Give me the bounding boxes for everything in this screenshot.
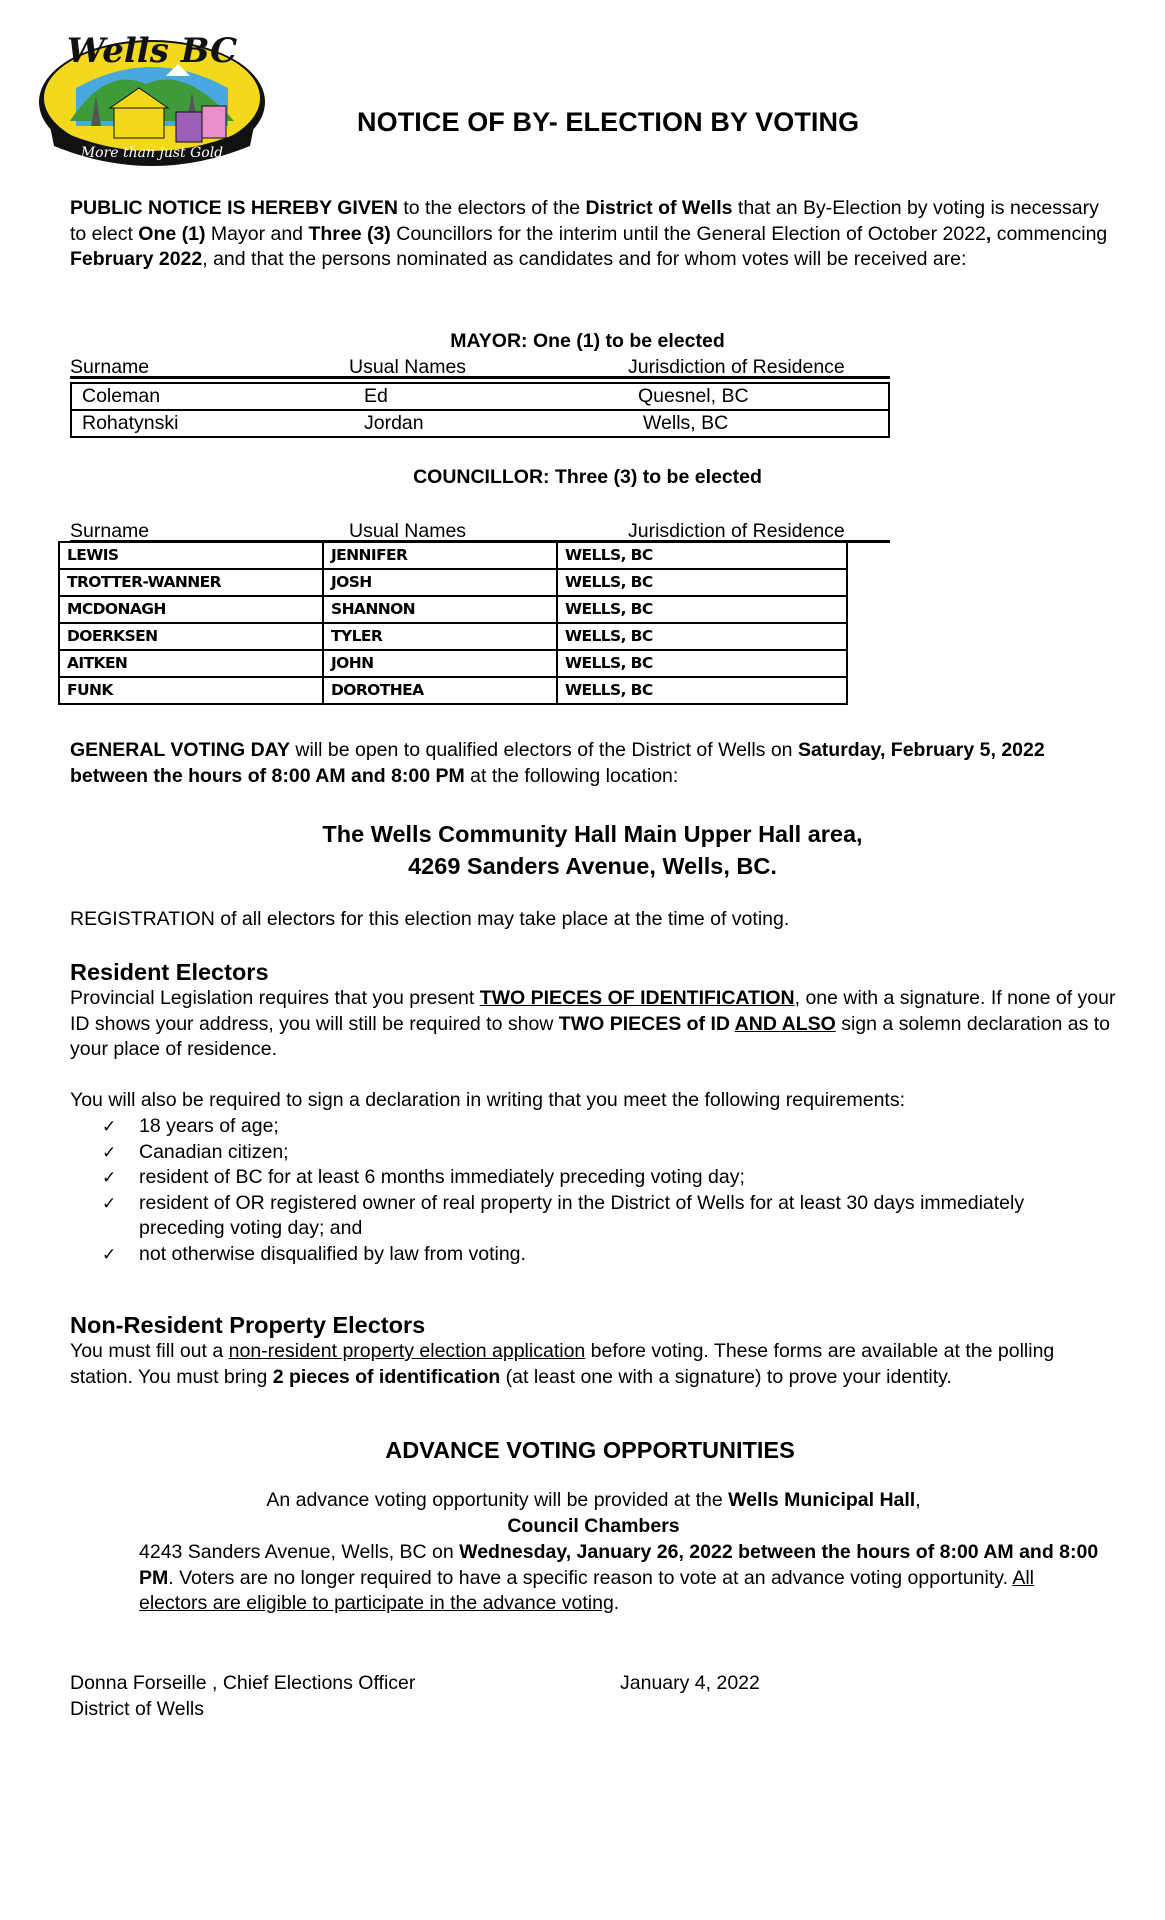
cell-usual-name: JOHN: [323, 650, 557, 677]
advance-voting-paragraph: [139, 1540, 1099, 1617]
column-header-jurisdiction: Jurisdiction of Residence: [628, 520, 845, 542]
signatory-name-title: Donna Forseille , Chief Elections Officer: [70, 1672, 416, 1694]
non-resident-application-link: non-resident property election application: [228, 1340, 586, 1362]
advance-voting-line-1: [0, 1488, 1165, 1514]
cell-jurisdiction: Wells, BC: [643, 412, 729, 434]
intro-comma: ,: [985, 222, 992, 245]
non-resident-electors-heading: Non-Resident Property Electors: [70, 1312, 426, 1338]
cell-jurisdiction: WELLS, BC: [557, 569, 847, 596]
table-row: [71, 383, 889, 410]
general-voting-day-paragraph: [70, 738, 1120, 789]
declaration-intro: You will also be required to sign a declaration in writing that you meet the following requirements:: [70, 1089, 905, 1111]
cell-jurisdiction: WELLS, BC: [557, 623, 847, 650]
cell-usual-name: SHANNON: [323, 596, 557, 623]
column-header-usual-names: Usual Names: [349, 520, 467, 542]
cell-usual-name: Jordan: [364, 412, 424, 434]
cell-surname: Coleman: [82, 385, 161, 407]
logo-graphic: [36, 26, 268, 168]
voting-day-text: at the following location:: [464, 764, 679, 787]
advance-date-time: Wednesday, January 26, 2022 between the hours of 8:00 AM and 8:00 PM: [139, 1541, 1099, 1589]
checkmark-icon: ✓: [102, 1244, 117, 1264]
advance-text: . Voters are no longer required to have a specific reason to vote at an advance voting opportunity.: [168, 1566, 1013, 1589]
advance-voting-room: Council Chambers: [507, 1515, 680, 1537]
resident-electors-paragraph: [70, 986, 1120, 1063]
signature-block: [70, 1671, 415, 1722]
table-row: [59, 623, 847, 650]
table-row: [59, 677, 847, 704]
cell-surname: DOERKSEN: [59, 623, 323, 650]
intro-bold-district: District of Wells: [585, 197, 733, 219]
notice-date: January 4, 2022: [620, 1672, 760, 1694]
checkmark-icon: ✓: [102, 1193, 117, 1213]
logo-tagline: More than just Gold: [80, 145, 224, 161]
intro-bold-february: February 2022: [70, 248, 203, 270]
wells-bc-logo: [36, 26, 268, 168]
requirement-text: resident of OR registered owner of real property in the District of Wells for at least 30 days immediately preceding voting day; and: [139, 1191, 1025, 1239]
cell-surname: MCDONAGH: [59, 596, 323, 623]
voting-day-text: will be open to qualified electors of the District of Wells on: [289, 739, 798, 761]
cell-surname: AITKEN: [59, 650, 323, 677]
requirement-text: Canadian citizen;: [139, 1140, 289, 1163]
cell-surname: LEWIS: [59, 542, 323, 569]
non-resident-text: before voting. These forms are available at the polling station. You must bring: [70, 1340, 1055, 1388]
intro-bold-three: Three (3): [308, 222, 391, 245]
cell-jurisdiction: WELLS, BC: [557, 542, 847, 569]
councillor-column-headers: [70, 519, 890, 543]
requirement-text: not otherwise disqualified by law from voting.: [139, 1242, 526, 1265]
non-resident-paragraph: [70, 1339, 1120, 1390]
cell-jurisdiction: WELLS, BC: [557, 596, 847, 623]
location-line-1: The Wells Community Hall Main Upper Hall area,: [322, 821, 863, 847]
councillor-heading: COUNCILLOR: Three (3) to be elected: [413, 466, 762, 488]
column-header-jurisdiction: Jurisdiction of Residence: [628, 356, 845, 378]
table-row: [71, 410, 889, 437]
list-item: [102, 1165, 1102, 1191]
table-row: [59, 596, 847, 623]
resident-electors-heading: Resident Electors: [70, 959, 269, 985]
intro-text: commencing: [991, 222, 1108, 245]
mayor-candidates-table: [70, 382, 890, 438]
cell-usual-name: Ed: [364, 385, 388, 407]
voting-day-label: GENERAL VOTING DAY: [70, 739, 290, 761]
voting-location: [0, 818, 1165, 882]
intro-text: Mayor and: [205, 222, 309, 245]
advance-venue: Wells Municipal Hall: [728, 1489, 916, 1511]
non-resident-text: (at least one with a signature) to prove your identity.: [500, 1365, 952, 1388]
non-resident-text: You must fill out a: [70, 1340, 229, 1362]
list-item: [102, 1114, 1102, 1140]
cell-surname: FUNK: [59, 677, 323, 704]
intro-text: Councillors for the interim until the General Election of October 2022: [390, 222, 986, 245]
resident-text: , one with a signature. If none of your ID shows your address, you will still be required to show: [70, 987, 1116, 1035]
intro-text: , and that the persons nominated as candidates and for whom votes will be received are:: [202, 248, 967, 270]
signatory-organization: District of Wells: [70, 1697, 204, 1720]
checkmark-icon: ✓: [102, 1142, 117, 1162]
advance-voting-heading: ADVANCE VOTING OPPORTUNITIES: [385, 1437, 795, 1463]
page-title: NOTICE OF BY- ELECTION BY VOTING: [357, 107, 860, 137]
advance-eligibility: All electors are eligible to participate in the advance voting: [139, 1566, 1035, 1614]
cell-jurisdiction: WELLS, BC: [557, 677, 847, 704]
non-resident-id-requirement: 2 pieces of identification: [272, 1365, 501, 1388]
cell-surname: TROTTER-WANNER: [59, 569, 323, 596]
cell-usual-name: TYLER: [323, 623, 557, 650]
checkmark-icon: ✓: [102, 1117, 117, 1136]
table-row: [59, 542, 847, 569]
column-header-usual-names: Usual Names: [349, 356, 467, 378]
intro-bold-public-notice: PUBLIC NOTICE IS HEREBY GIVEN: [70, 197, 398, 219]
table-row: [59, 650, 847, 677]
requirements-list: [102, 1114, 1102, 1267]
mayor-column-headers: [70, 355, 890, 379]
list-item: [102, 1242, 1102, 1268]
intro-text: to the electors of the: [397, 197, 586, 219]
advance-text: 4243 Sanders Avenue, Wells, BC on: [139, 1541, 460, 1563]
list-item: [102, 1140, 1102, 1166]
registration-paragraph: REGISTRATION of all electors for this election may take place at the time of voting.: [70, 908, 790, 930]
cell-usual-name: DOROTHEA: [323, 677, 557, 704]
column-header-surname: Surname: [70, 356, 150, 378]
resident-text: sign a solemn declaration as to your place of residence.: [70, 1012, 1111, 1060]
resident-text: Provincial Legislation requires that you present: [70, 987, 480, 1009]
requirement-text: 18 years of age;: [139, 1115, 279, 1137]
intro-paragraph: [70, 196, 1120, 273]
location-line-2: 4269 Sanders Avenue, Wells, BC.: [408, 853, 777, 879]
councillor-candidates-table: [58, 541, 848, 705]
column-header-surname: Surname: [70, 520, 150, 542]
logo-title: Wells BC: [66, 31, 238, 71]
cell-jurisdiction: Quesnel, BC: [638, 385, 749, 407]
cell-surname: Rohatynski: [82, 412, 179, 434]
resident-and-also: AND ALSO: [734, 1012, 836, 1035]
mayor-heading: MAYOR: One (1) to be elected: [450, 330, 725, 352]
cell-usual-name: JENNIFER: [323, 542, 557, 569]
intro-bold-one: One (1): [138, 222, 206, 245]
requirement-text: resident of BC for at least 6 months immediately preceding voting day;: [139, 1166, 745, 1188]
table-row: [59, 569, 847, 596]
voting-day-date: Saturday, February 5, 2022 between the hours of 8:00 AM and 8:00 PM: [70, 739, 1045, 787]
intro-text: that an By-Election by voting is necessary to elect: [70, 197, 1099, 245]
checkmark-icon: ✓: [102, 1168, 117, 1187]
resident-two-pieces-of-id: TWO PIECES of ID: [558, 1012, 735, 1035]
list-item: [102, 1191, 1062, 1242]
advance-text: .: [613, 1592, 620, 1614]
advance-text: An advance voting opportunity will be provided at the: [266, 1489, 729, 1511]
advance-text: ,: [915, 1489, 921, 1511]
cell-jurisdiction: WELLS, BC: [557, 650, 847, 677]
resident-two-pieces-id: TWO PIECES OF IDENTIFICATION: [479, 987, 795, 1009]
cell-usual-name: JOSH: [323, 569, 557, 596]
